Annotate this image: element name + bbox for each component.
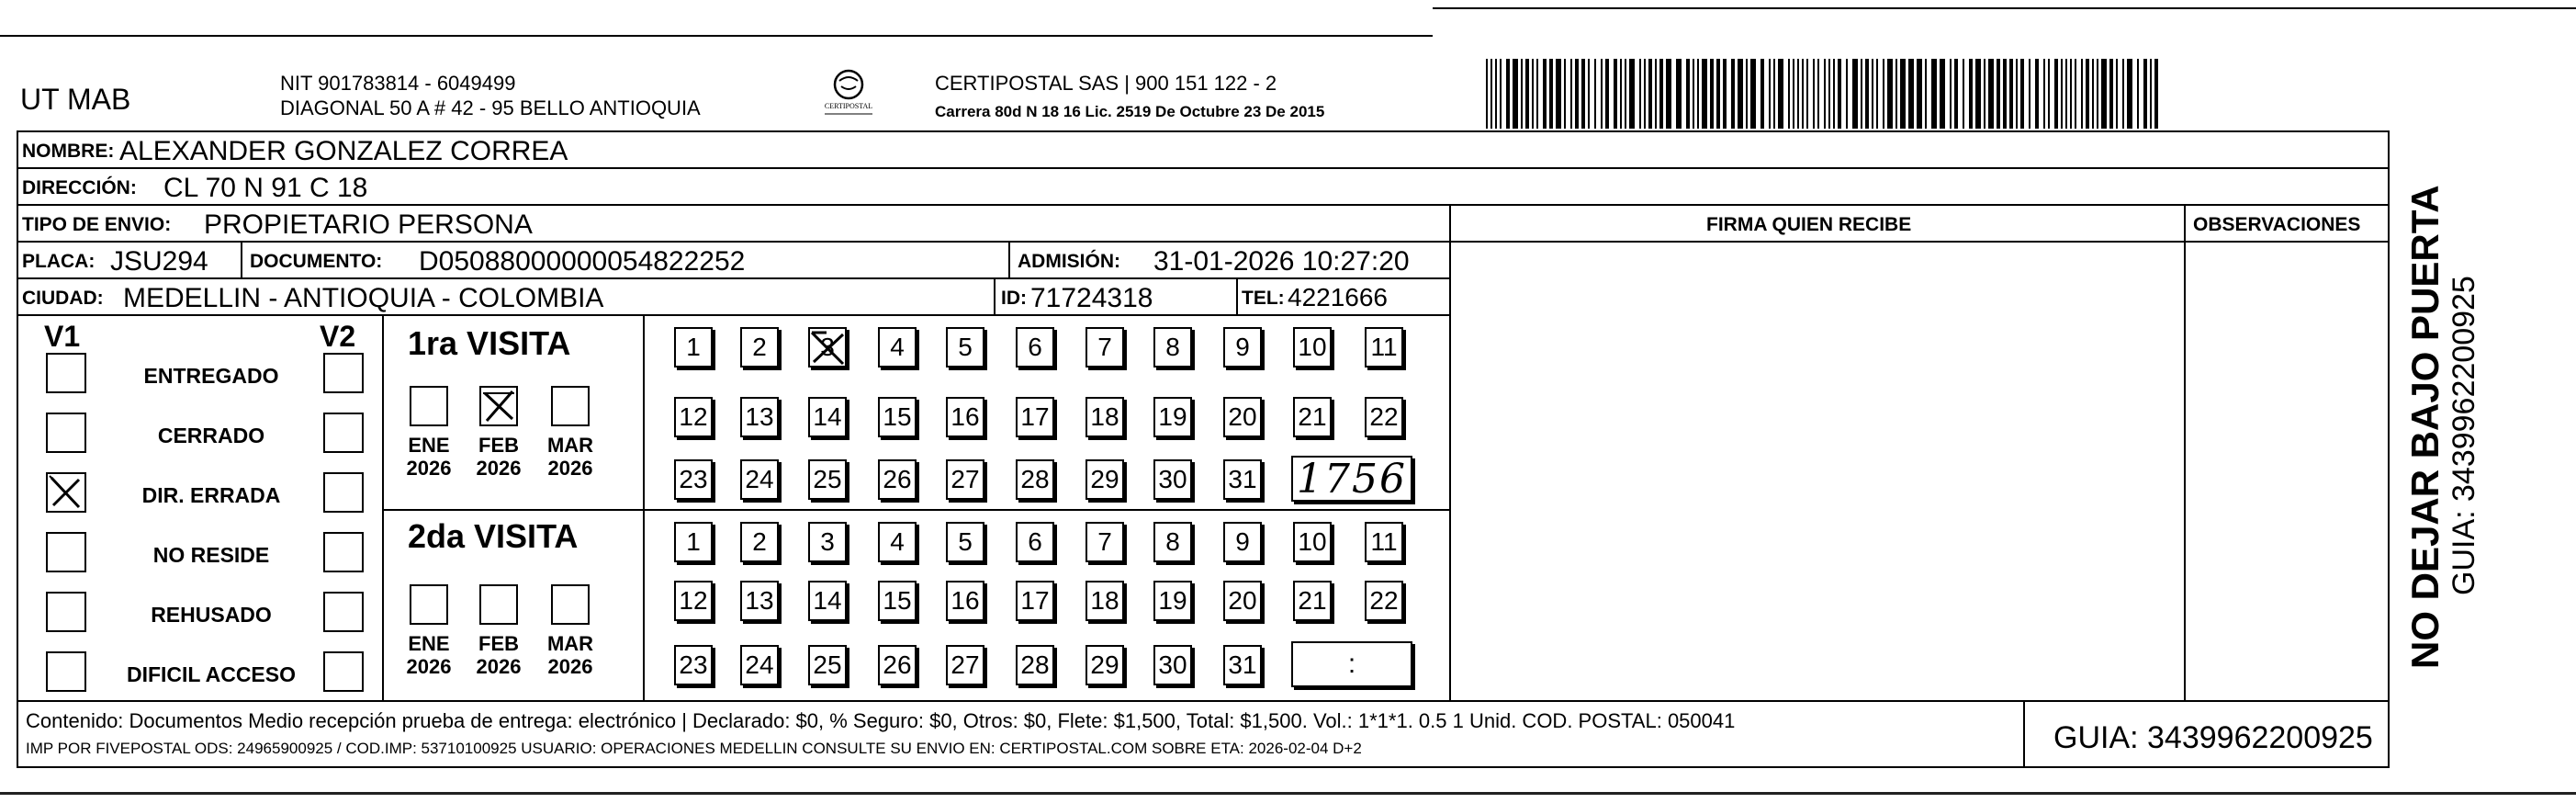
signature-label: FIRMA QUIEN RECIBE bbox=[1706, 214, 1912, 235]
day-box[interactable]: 31 bbox=[1223, 459, 1262, 500]
plate-value: JSU294 bbox=[110, 246, 208, 277]
company-name: UT MAB bbox=[20, 83, 131, 116]
status-label: REHUSADO bbox=[151, 603, 272, 627]
day-box[interactable]: 19 bbox=[1153, 581, 1192, 621]
month-label: FEB 2026 bbox=[476, 434, 522, 481]
day-box[interactable]: 9 bbox=[1223, 327, 1262, 368]
day-box[interactable]: 5 bbox=[946, 522, 984, 562]
status-label: DIR. ERRADA bbox=[141, 483, 281, 507]
day-box[interactable]: 11 bbox=[1365, 327, 1403, 368]
month-checkbox[interactable] bbox=[410, 386, 448, 426]
day-box[interactable]: 28 bbox=[1016, 459, 1054, 500]
day-box[interactable]: 26 bbox=[878, 459, 917, 500]
status-label: CERRADO bbox=[157, 424, 265, 447]
day-box[interactable]: 7 bbox=[1086, 522, 1124, 562]
id-value: 71724318 bbox=[1030, 283, 1153, 313]
day-box[interactable]: 23 bbox=[674, 459, 713, 500]
v2-checkbox[interactable] bbox=[323, 592, 364, 632]
day-box[interactable]: 18 bbox=[1086, 397, 1124, 437]
v2-checkbox[interactable] bbox=[323, 413, 364, 453]
day-box[interactable]: 27 bbox=[946, 459, 984, 500]
first-visit-title: 1ra VISITA bbox=[408, 324, 571, 362]
day-box[interactable]: 24 bbox=[740, 645, 779, 685]
shipment-type-label: TIPO DE ENVIO: bbox=[22, 214, 172, 235]
day-box[interactable]: 3 bbox=[808, 327, 847, 368]
scan-edge-bottom bbox=[0, 792, 2576, 795]
day-box[interactable]: 10 bbox=[1293, 327, 1332, 368]
day-box[interactable]: 26 bbox=[878, 645, 917, 685]
v1-checkbox[interactable] bbox=[46, 651, 86, 692]
day-box[interactable]: 24 bbox=[740, 459, 779, 500]
tel-label: TEL: bbox=[1242, 288, 1285, 309]
day-box[interactable]: 14 bbox=[808, 581, 847, 621]
day-box[interactable]: 6 bbox=[1016, 327, 1054, 368]
day-box[interactable]: 5 bbox=[946, 327, 984, 368]
month-label: ENE 2026 bbox=[406, 632, 452, 679]
scan-edge-top-right bbox=[1433, 7, 2576, 9]
print-info: IMP POR FIVEPOSTAL ODS: 24965900925 / COD.IMP: 53710100925 USUARIO: OPERACIONES MEDELLIN CONSULTE SU ENVIO EN: CERTIPOSTAL.COM SOBRE ETA: 2026-02-04 D+2 bbox=[26, 740, 1362, 757]
day-box[interactable]: 17 bbox=[1016, 581, 1054, 621]
day-box[interactable]: 22 bbox=[1365, 397, 1403, 437]
v1-checkbox[interactable] bbox=[46, 472, 86, 513]
day-check-mark bbox=[810, 329, 847, 368]
admission-value: 31-01-2026 10:27:20 bbox=[1153, 246, 1410, 277]
day-box[interactable]: 21 bbox=[1293, 581, 1332, 621]
contents-text: Contenido: Documentos Medio recepción prueba de entrega: electrónico | Declarado: $0, % Seguro: $0, Otros: $0, Flete: $1,500, Total: $1,500. Vol.: 1*1*1. 0.5 1 Unid. COD. POSTAL: 050041 bbox=[26, 709, 1736, 732]
carrier-name: CERTIPOSTAL SAS | 900 151 122 - 2 bbox=[935, 72, 1277, 95]
month-checkbox[interactable] bbox=[551, 584, 590, 625]
day-box[interactable]: 10 bbox=[1293, 522, 1332, 562]
month-label: FEB 2026 bbox=[476, 632, 522, 679]
day-box[interactable]: 29 bbox=[1086, 645, 1124, 685]
day-box[interactable]: 25 bbox=[808, 459, 847, 500]
address-label: DIRECCIÓN: bbox=[22, 177, 137, 198]
day-box[interactable]: 2 bbox=[740, 522, 779, 562]
day-box[interactable]: 28 bbox=[1016, 645, 1054, 685]
day-box[interactable]: 7 bbox=[1086, 327, 1124, 368]
day-box[interactable]: 12 bbox=[674, 397, 713, 437]
v1-checkbox[interactable] bbox=[46, 353, 86, 393]
day-box[interactable]: 23 bbox=[674, 645, 713, 685]
day-box[interactable]: 30 bbox=[1153, 459, 1192, 500]
footer-guia: GUIA: 3439962200925 bbox=[2053, 720, 2373, 755]
day-box[interactable]: 25 bbox=[808, 645, 847, 685]
second-visit-time[interactable]: : bbox=[1291, 641, 1412, 687]
day-box[interactable]: 22 bbox=[1365, 581, 1403, 621]
day-box[interactable]: 2 bbox=[740, 327, 779, 368]
month-checkbox[interactable] bbox=[479, 584, 518, 625]
day-box[interactable]: 8 bbox=[1153, 327, 1192, 368]
day-box[interactable]: 1 bbox=[674, 522, 713, 562]
v2-checkbox[interactable] bbox=[323, 651, 364, 692]
month-checkbox[interactable] bbox=[551, 386, 590, 426]
v1-checkbox[interactable] bbox=[46, 592, 86, 632]
day-box[interactable]: 4 bbox=[878, 522, 917, 562]
second-visit-title: 2da VISITA bbox=[408, 517, 579, 555]
day-box[interactable]: 29 bbox=[1086, 459, 1124, 500]
day-box[interactable]: 27 bbox=[946, 645, 984, 685]
side-guia-text: GUIA: 3439962200925 bbox=[2447, 276, 2481, 595]
recipient-address: CL 70 N 91 C 18 bbox=[163, 173, 368, 203]
day-box[interactable]: 11 bbox=[1365, 522, 1403, 562]
day-box[interactable]: 1 bbox=[674, 327, 713, 368]
day-box[interactable]: 15 bbox=[878, 397, 917, 437]
observations-label: OBSERVACIONES bbox=[2193, 214, 2361, 235]
status-label: ENTREGADO bbox=[143, 364, 279, 388]
month-checkbox[interactable] bbox=[410, 584, 448, 625]
barcode bbox=[1486, 59, 2162, 129]
day-box[interactable]: 9 bbox=[1223, 522, 1262, 562]
day-box[interactable]: 12 bbox=[674, 581, 713, 621]
v1-checkbox[interactable] bbox=[46, 532, 86, 572]
day-box[interactable]: 31 bbox=[1223, 645, 1262, 685]
city-value: MEDELLIN - ANTIOQUIA - COLOMBIA bbox=[123, 283, 604, 313]
city-label: CIUDAD: bbox=[22, 288, 104, 309]
day-box[interactable]: 15 bbox=[878, 581, 917, 621]
day-box[interactable]: 13 bbox=[740, 397, 779, 437]
day-box[interactable]: 19 bbox=[1153, 397, 1192, 437]
day-box[interactable]: 14 bbox=[808, 397, 847, 437]
recipient-name: ALEXANDER GONZALEZ CORREA bbox=[119, 136, 568, 166]
month-label: MAR 2026 bbox=[546, 434, 594, 481]
company-address: DIAGONAL 50 A # 42 - 95 BELLO ANTIOQUIA bbox=[280, 96, 701, 119]
day-box[interactable]: 6 bbox=[1016, 522, 1054, 562]
admission-label: ADMISIÓN: bbox=[1018, 251, 1120, 272]
day-box[interactable]: 17 bbox=[1016, 397, 1054, 437]
document-value: D05088000000054822252 bbox=[419, 246, 746, 277]
day-box[interactable]: 18 bbox=[1086, 581, 1124, 621]
nit-text: NIT 901783814 - 6049499 bbox=[280, 72, 516, 95]
status-label: NO RESIDE bbox=[152, 543, 270, 567]
v2-checkbox[interactable] bbox=[323, 472, 364, 513]
day-box[interactable]: 20 bbox=[1223, 581, 1262, 621]
certipostal-logo bbox=[812, 66, 885, 123]
status-label: DIFICIL ACCESO bbox=[126, 662, 296, 686]
month-label: ENE 2026 bbox=[406, 434, 452, 481]
day-box[interactable]: 16 bbox=[946, 581, 984, 621]
day-box[interactable]: 4 bbox=[878, 327, 917, 368]
no-dejar-text: NO DEJAR BAJO PUERTA bbox=[2403, 185, 2447, 669]
carrier-address: Carrera 80d N 18 16 Lic. 2519 De Octubre 23 De 2015 bbox=[935, 103, 1325, 120]
name-label: NOMBRE: bbox=[22, 141, 115, 162]
month-label: MAR 2026 bbox=[546, 632, 594, 679]
v1-label: V1 bbox=[44, 320, 81, 353]
v2-checkbox[interactable] bbox=[323, 532, 364, 572]
id-label: ID: bbox=[1001, 288, 1027, 309]
svg-text:CERTIPOSTAL: CERTIPOSTAL bbox=[824, 102, 873, 110]
document-label: DOCUMENTO: bbox=[250, 251, 383, 272]
day-box[interactable]: 16 bbox=[946, 397, 984, 437]
day-box[interactable]: 20 bbox=[1223, 397, 1262, 437]
month-checkbox[interactable] bbox=[479, 386, 518, 426]
tel-value: 4221666 bbox=[1288, 283, 1389, 311]
side-notice bbox=[2397, 165, 2481, 680]
v1-checkbox[interactable] bbox=[46, 413, 86, 453]
scan-edge-top bbox=[0, 35, 1433, 37]
v2-checkbox[interactable] bbox=[323, 353, 364, 393]
v2-label: V2 bbox=[320, 320, 356, 353]
day-box[interactable]: 13 bbox=[740, 581, 779, 621]
day-box[interactable]: 30 bbox=[1153, 645, 1192, 685]
day-box[interactable]: 8 bbox=[1153, 522, 1192, 562]
shipment-type: PROPIETARIO PERSONA bbox=[204, 209, 533, 240]
plate-label: PLACA: bbox=[22, 251, 96, 272]
day-box[interactable]: 21 bbox=[1293, 397, 1332, 437]
day-box[interactable]: 3 bbox=[808, 522, 847, 562]
first-visit-time[interactable]: 1756 bbox=[1291, 456, 1412, 502]
